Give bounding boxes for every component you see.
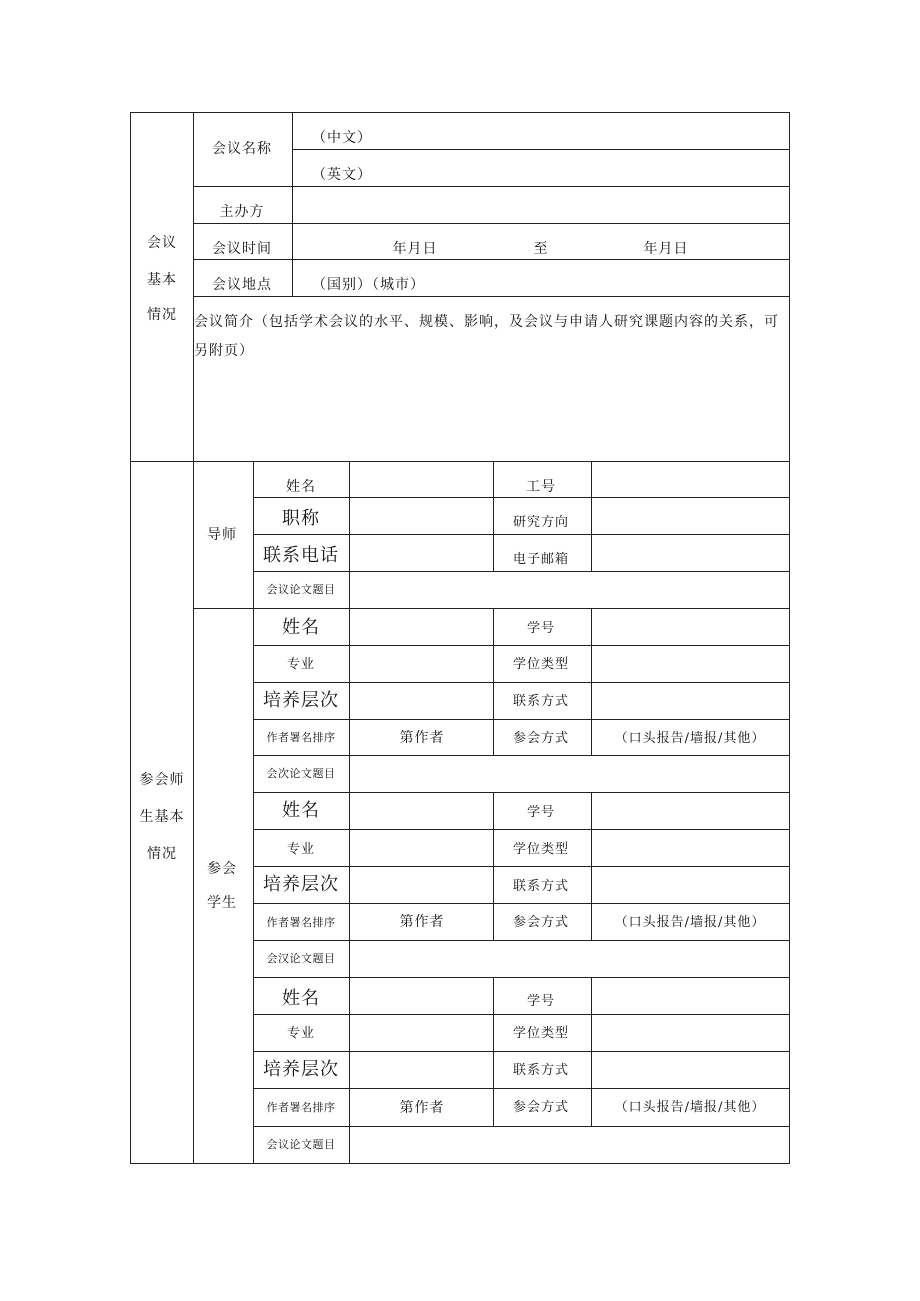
student2-level-label: 培养层次 xyxy=(263,874,339,895)
student1-name-label: 姓名 xyxy=(282,617,320,638)
supervisor-email-label: 电子邮箱 xyxy=(512,552,570,567)
col-divider-c-supervisor xyxy=(591,461,592,571)
row-line xyxy=(253,1051,790,1052)
meeting-intro-text[interactable]: 会议简介（包括学术会议的水平、规模、影响，及会议与申请人研究课题内容的关系，可另附页） xyxy=(194,314,779,359)
supervisor-title-field[interactable] xyxy=(355,510,487,528)
student2-author-order-label: 作者署名排序 xyxy=(266,916,336,929)
line-after-name xyxy=(193,186,789,187)
row-line-supervisor-end xyxy=(193,608,790,609)
row-line xyxy=(253,534,790,535)
student3-name-field[interactable] xyxy=(355,988,487,1006)
student3-name-label: 姓名 xyxy=(282,988,320,1009)
student2-id-label: 学号 xyxy=(526,805,556,820)
border-bottom xyxy=(130,1163,790,1164)
row-line xyxy=(253,1088,790,1089)
students-label-line1: 参会 xyxy=(207,861,237,877)
row-line xyxy=(253,571,790,572)
section2-label-line3: 情况 xyxy=(147,846,177,862)
row-line xyxy=(253,866,790,867)
supervisor-id-field[interactable] xyxy=(597,474,785,492)
student2-degree-label: 学位类型 xyxy=(512,842,570,857)
student1-author-order-field[interactable]: 第作者 xyxy=(399,730,445,746)
row-line xyxy=(253,1014,790,1015)
student3-level-label: 培养层次 xyxy=(263,1059,339,1080)
label-column-divider xyxy=(193,112,194,1164)
meeting-name-en-field[interactable]: （英文） xyxy=(312,167,372,183)
student2-contact-label: 联系方式 xyxy=(512,879,570,894)
line-after-time xyxy=(193,259,789,260)
student2-paper-field[interactable] xyxy=(355,950,785,968)
supervisor-id-label: 工号 xyxy=(526,479,556,495)
line-name-split xyxy=(292,149,789,150)
student3-level-field[interactable] xyxy=(355,1061,487,1079)
section1-label-line2: 基本 xyxy=(147,272,177,288)
student1-level-field[interactable] xyxy=(355,691,487,709)
sub-label-divider xyxy=(253,461,254,1164)
student2-id-field[interactable] xyxy=(597,802,785,820)
row-line xyxy=(253,755,790,756)
row-line xyxy=(253,903,790,904)
border-top xyxy=(130,112,790,113)
supervisor-research-label: 研究方向 xyxy=(512,515,570,530)
student3-mode-label: 参会方式 xyxy=(512,1100,570,1115)
row-line xyxy=(253,829,790,830)
organizer-label: 主办方 xyxy=(219,204,265,220)
student1-contact-label: 联系方式 xyxy=(512,694,570,709)
student3-id-field[interactable] xyxy=(597,988,785,1006)
supervisor-email-field[interactable] xyxy=(597,547,785,565)
row-line xyxy=(253,792,790,793)
line-after-location xyxy=(193,296,789,297)
student1-id-field[interactable] xyxy=(597,617,785,635)
student3-id-label: 学号 xyxy=(526,994,556,1009)
student2-degree-field[interactable] xyxy=(597,839,785,857)
student3-paper-field[interactable] xyxy=(355,1136,785,1154)
supervisor-name-field[interactable] xyxy=(355,474,487,492)
row-line xyxy=(253,1126,790,1127)
start-date-field[interactable]: 年月日 xyxy=(392,241,438,257)
student3-contact-label: 联系方式 xyxy=(512,1063,570,1078)
row-line xyxy=(253,977,790,978)
location-field[interactable]: （国别）（城市） xyxy=(312,277,425,293)
border-right xyxy=(789,112,790,1164)
section1-label-line1: 会议 xyxy=(147,235,177,251)
student2-name-label: 姓名 xyxy=(282,800,320,821)
student3-author-order-label: 作者署名排序 xyxy=(266,1101,336,1114)
student3-mode-field[interactable]: （口头报告/墙报/其他） xyxy=(614,1100,766,1115)
student1-id-label: 学号 xyxy=(526,621,556,636)
student3-paper-label: 会议论文题目 xyxy=(266,1138,336,1151)
border-left xyxy=(130,112,131,1164)
meeting-name-cn-field[interactable]: （中文） xyxy=(312,130,372,146)
student1-author-order-label: 作者署名排序 xyxy=(266,731,336,744)
student3-degree-label: 学位类型 xyxy=(512,1026,570,1041)
supervisor-phone-label: 联系电话 xyxy=(263,545,339,566)
student1-contact-field[interactable] xyxy=(597,691,785,709)
section2-label-line2: 生基本 xyxy=(139,809,185,825)
row-line xyxy=(253,940,790,941)
application-form-table xyxy=(130,112,790,1164)
section2-label-line1: 参会师 xyxy=(139,772,185,788)
student1-major-field[interactable] xyxy=(355,654,487,672)
end-date-field[interactable]: 年月日 xyxy=(643,241,689,257)
student2-mode-label: 参会方式 xyxy=(512,915,570,930)
student2-major-field[interactable] xyxy=(355,839,487,857)
supervisor-paper-field[interactable] xyxy=(355,582,785,600)
student1-mode-label: 参会方式 xyxy=(512,731,570,746)
row-line xyxy=(253,682,790,683)
student1-major-label: 专业 xyxy=(286,657,316,672)
row-line xyxy=(253,719,790,720)
student1-degree-field[interactable] xyxy=(597,654,785,672)
line-after-organizer xyxy=(193,223,789,224)
meeting-name-label: 会议名称 xyxy=(212,141,272,157)
student2-major-label: 专业 xyxy=(286,842,316,857)
student1-name-field[interactable] xyxy=(355,617,487,635)
student2-author-order-field[interactable]: 第作者 xyxy=(399,914,445,930)
student3-contact-field[interactable] xyxy=(597,1061,785,1079)
student1-paper-field[interactable] xyxy=(355,765,785,783)
field-label-divider xyxy=(292,112,293,296)
supervisor-paper-label: 会议论文题目 xyxy=(266,583,336,596)
students-label-line2: 学生 xyxy=(207,895,237,911)
student3-degree-field[interactable] xyxy=(597,1024,785,1042)
col-divider-a xyxy=(349,461,350,1164)
organizer-field[interactable] xyxy=(305,205,785,221)
student3-author-order-field[interactable]: 第作者 xyxy=(399,1100,445,1116)
supervisor-name-label: 姓名 xyxy=(286,479,316,495)
student2-mode-field[interactable]: （口头报告/墙报/其他） xyxy=(614,915,766,930)
date-to-label: 至 xyxy=(533,241,549,257)
student1-paper-label: 会次论文题目 xyxy=(266,767,336,780)
section1-label-line3: 情况 xyxy=(147,307,177,323)
student1-level-label: 培养层次 xyxy=(263,690,339,711)
col-divider-b-supervisor xyxy=(493,461,494,571)
supervisor-research-field[interactable] xyxy=(597,510,785,528)
supervisor-label: 导师 xyxy=(207,527,237,543)
student3-major-field[interactable] xyxy=(355,1024,487,1042)
row-line xyxy=(253,645,790,646)
student1-mode-field[interactable]: （口头报告/墙报/其他） xyxy=(614,731,766,746)
student1-degree-label: 学位类型 xyxy=(512,657,570,672)
supervisor-phone-field[interactable] xyxy=(355,547,487,565)
student3-major-label: 专业 xyxy=(286,1026,316,1041)
student2-contact-field[interactable] xyxy=(597,876,785,894)
student2-paper-label: 会汉论文题目 xyxy=(266,952,336,965)
section-divider xyxy=(130,461,790,462)
location-label: 会议地点 xyxy=(212,277,272,293)
student2-name-field[interactable] xyxy=(355,802,487,820)
meeting-time-label: 会议时间 xyxy=(212,241,272,257)
row-line xyxy=(253,497,790,498)
supervisor-title-label: 职称 xyxy=(282,508,320,529)
student2-level-field[interactable] xyxy=(355,876,487,894)
